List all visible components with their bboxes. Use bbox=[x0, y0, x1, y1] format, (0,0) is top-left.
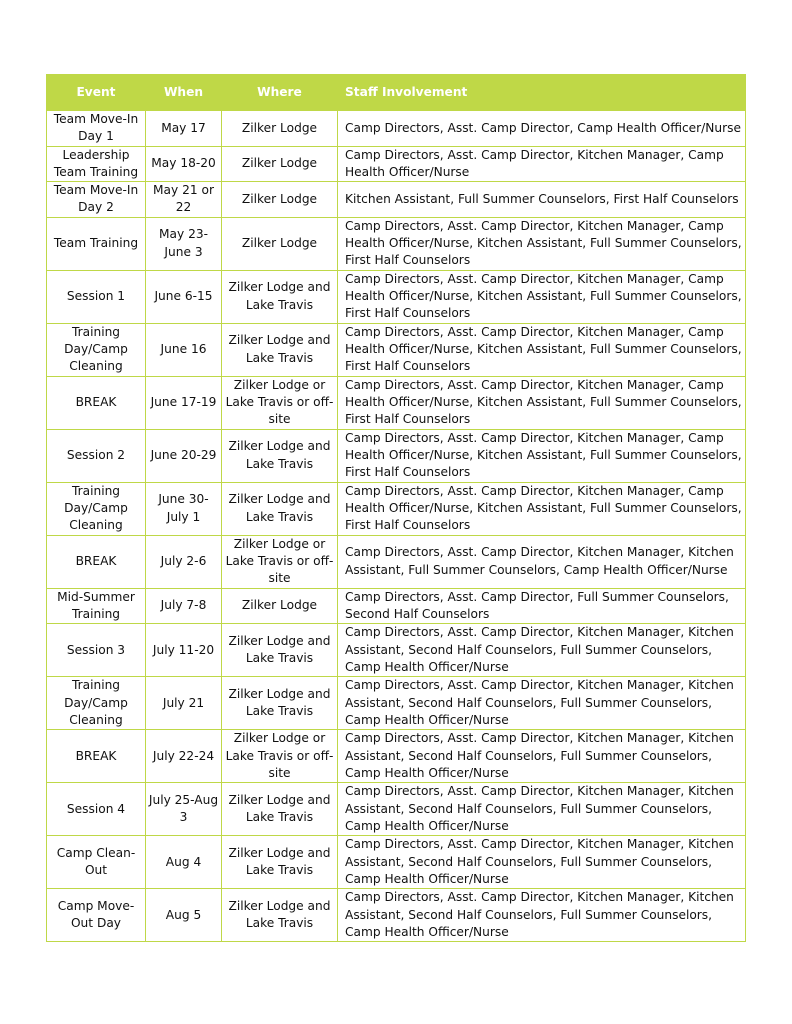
table-row bbox=[47, 217, 746, 270]
where-cell: Zilker Lodge and Lake Travis bbox=[222, 677, 338, 730]
where-cell: Zilker Lodge or Lake Travis or off-site bbox=[222, 535, 338, 588]
table-row bbox=[47, 270, 746, 323]
event-cell: Team Move-In Day 2 bbox=[47, 182, 146, 218]
staff-cell: Kitchen Assistant, Full Summer Counselors, First Half Counselors bbox=[338, 182, 746, 218]
staff-cell: Camp Directors, Asst. Camp Director, Kitchen Manager, Camp Health Officer/Nurse, Kitchen Assistant, Full Summer Counselors, First Half Counselors bbox=[338, 323, 746, 376]
when-cell: June 16 bbox=[146, 323, 222, 376]
when-cell: June 20-29 bbox=[146, 429, 222, 482]
table-row bbox=[47, 588, 746, 624]
where-cell: Zilker Lodge and Lake Travis bbox=[222, 624, 338, 677]
where-cell: Zilker Lodge and Lake Travis bbox=[222, 270, 338, 323]
where-cell: Zilker Lodge or Lake Travis or off-site bbox=[222, 730, 338, 783]
staff-cell: Camp Directors, Asst. Camp Director, Kitchen Manager, Camp Health Officer/Nurse, Kitchen Assistant, Full Summer Counselors, First Half Counselors bbox=[338, 376, 746, 429]
staff-cell: Camp Directors, Asst. Camp Director, Kitchen Manager, Kitchen Assistant, Second Half Counselors, Full Summer Counselors, Camp Health Officer/Nurse bbox=[338, 783, 746, 836]
when-cell: May 18-20 bbox=[146, 146, 222, 182]
where-cell: Zilker Lodge and Lake Travis bbox=[222, 429, 338, 482]
table-row bbox=[47, 111, 746, 147]
staff-cell: Camp Directors, Asst. Camp Director, Kitchen Manager, Kitchen Assistant, Second Half Counselors, Full Summer Counselors, Camp Health Officer/Nurse bbox=[338, 889, 746, 942]
staff-cell: Camp Directors, Asst. Camp Director, Kitchen Manager, Kitchen Assistant, Second Half Counselors, Full Summer Counselors, Camp Health Officer/Nurse bbox=[338, 624, 746, 677]
table-row bbox=[47, 730, 746, 783]
event-cell: BREAK bbox=[47, 730, 146, 783]
event-cell: Camp Move-Out Day bbox=[47, 889, 146, 942]
table-row bbox=[47, 535, 746, 588]
event-cell: Mid-Summer Training bbox=[47, 588, 146, 624]
where-cell: Zilker Lodge and Lake Travis bbox=[222, 783, 338, 836]
staff-cell: Camp Directors, Asst. Camp Director, Kitchen Manager, Camp Health Officer/Nurse, Kitchen Assistant, Full Summer Counselors, First Half Counselors bbox=[338, 270, 746, 323]
table-row bbox=[47, 182, 746, 218]
event-cell: BREAK bbox=[47, 535, 146, 588]
when-cell: July 22-24 bbox=[146, 730, 222, 783]
staff-cell: Camp Directors, Asst. Camp Director, Kitchen Manager, Kitchen Assistant, Full Summer Counselors, Camp Health Officer/Nurse bbox=[338, 535, 746, 588]
header-staff-involvement: Staff Involvement bbox=[338, 75, 746, 111]
staff-cell: Camp Directors, Asst. Camp Director, Kitchen Manager, Kitchen Assistant, Second Half Counselors, Full Summer Counselors, Camp Health Officer/Nurse bbox=[338, 730, 746, 783]
staff-cell: Camp Directors, Asst. Camp Director, Camp Health Officer/Nurse bbox=[338, 111, 746, 147]
header-row bbox=[47, 75, 746, 111]
when-cell: July 7-8 bbox=[146, 588, 222, 624]
when-cell: Aug 4 bbox=[146, 836, 222, 889]
when-cell: June 30-July 1 bbox=[146, 482, 222, 535]
when-cell: June 6-15 bbox=[146, 270, 222, 323]
table-row bbox=[47, 783, 746, 836]
where-cell: Zilker Lodge bbox=[222, 111, 338, 147]
table-row bbox=[47, 836, 746, 889]
where-cell: Zilker Lodge bbox=[222, 588, 338, 624]
table-row bbox=[47, 429, 746, 482]
table-row bbox=[47, 376, 746, 429]
event-cell: Camp Clean-Out bbox=[47, 836, 146, 889]
table-row bbox=[47, 624, 746, 677]
where-cell: Zilker Lodge and Lake Travis bbox=[222, 482, 338, 535]
when-cell: May 17 bbox=[146, 111, 222, 147]
header-event: Event bbox=[47, 75, 146, 111]
table-row bbox=[47, 482, 746, 535]
event-cell: BREAK bbox=[47, 376, 146, 429]
where-cell: Zilker Lodge and Lake Travis bbox=[222, 323, 338, 376]
event-cell: Team Move-In Day 1 bbox=[47, 111, 146, 147]
table-row bbox=[47, 323, 746, 376]
event-cell: Session 3 bbox=[47, 624, 146, 677]
staff-cell: Camp Directors, Asst. Camp Director, Kitchen Manager, Camp Health Officer/Nurse bbox=[338, 146, 746, 182]
where-cell: Zilker Lodge or Lake Travis or off-site bbox=[222, 376, 338, 429]
where-cell: Zilker Lodge bbox=[222, 217, 338, 270]
when-cell: July 25-Aug 3 bbox=[146, 783, 222, 836]
event-cell: Leadership Team Training bbox=[47, 146, 146, 182]
when-cell: July 11-20 bbox=[146, 624, 222, 677]
event-cell: Team Training bbox=[47, 217, 146, 270]
event-cell: Training Day/Camp Cleaning bbox=[47, 482, 146, 535]
staff-cell: Camp Directors, Asst. Camp Director, Kitchen Manager, Kitchen Assistant, Second Half Counselors, Full Summer Counselors, Camp Health Officer/Nurse bbox=[338, 677, 746, 730]
event-cell: Training Day/Camp Cleaning bbox=[47, 323, 146, 376]
table-body bbox=[47, 111, 746, 942]
event-cell: Training Day/Camp Cleaning bbox=[47, 677, 146, 730]
when-cell: May 21 or 22 bbox=[146, 182, 222, 218]
event-cell: Session 4 bbox=[47, 783, 146, 836]
header-where: Where bbox=[222, 75, 338, 111]
header-when: When bbox=[146, 75, 222, 111]
event-cell: Session 1 bbox=[47, 270, 146, 323]
event-cell: Session 2 bbox=[47, 429, 146, 482]
staff-cell: Camp Directors, Asst. Camp Director, Kitchen Manager, Kitchen Assistant, Second Half Counselors, Full Summer Counselors, Camp Health Officer/Nurse bbox=[338, 836, 746, 889]
where-cell: Zilker Lodge bbox=[222, 146, 338, 182]
when-cell: Aug 5 bbox=[146, 889, 222, 942]
where-cell: Zilker Lodge and Lake Travis bbox=[222, 889, 338, 942]
staff-cell: Camp Directors, Asst. Camp Director, Kitchen Manager, Camp Health Officer/Nurse, Kitchen Assistant, Full Summer Counselors, First Half Counselors bbox=[338, 217, 746, 270]
when-cell: July 2-6 bbox=[146, 535, 222, 588]
where-cell: Zilker Lodge and Lake Travis bbox=[222, 836, 338, 889]
when-cell: June 17-19 bbox=[146, 376, 222, 429]
staff-cell: Camp Directors, Asst. Camp Director, Kitchen Manager, Camp Health Officer/Nurse, Kitchen Assistant, Full Summer Counselors, First Half Counselors bbox=[338, 482, 746, 535]
staff-schedule-table bbox=[46, 74, 746, 942]
table-header bbox=[47, 75, 746, 111]
table-row bbox=[47, 677, 746, 730]
where-cell: Zilker Lodge bbox=[222, 182, 338, 218]
when-cell: July 21 bbox=[146, 677, 222, 730]
staff-cell: Camp Directors, Asst. Camp Director, Kitchen Manager, Camp Health Officer/Nurse, Kitchen Assistant, Full Summer Counselors, First Half Counselors bbox=[338, 429, 746, 482]
staff-cell: Camp Directors, Asst. Camp Director, Full Summer Counselors, Second Half Counselors bbox=[338, 588, 746, 624]
when-cell: May 23-June 3 bbox=[146, 217, 222, 270]
table-row bbox=[47, 146, 746, 182]
table-row bbox=[47, 889, 746, 942]
